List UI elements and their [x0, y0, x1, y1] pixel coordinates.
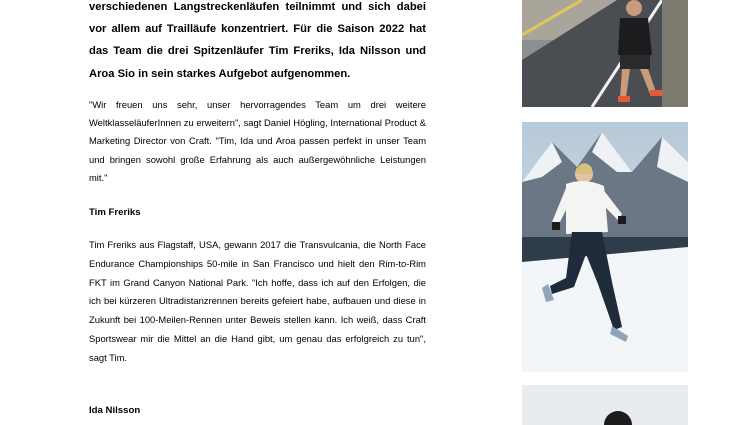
- photo-road-runner: [522, 0, 688, 107]
- section-body-tim-freriks: Tim Freriks aus Flagstaff, USA, gewann 2017 die Transvulcania, die North Face Endurance Championships 50-mile in San Francisco und hielt den Rim-to-Rim FKT im Grand Canyon National Park. "Ich hoffe, dass ich auf den Erfolgen, die ich bei kürzeren Ultradistanzrennen bereits gefeiert habe, aufbauen und diese in Zukunft bei 100-Meilen-Rennen unter Beweis stellen kann. Ich weiß, dass Craft Sportswear mir die Mittel an die Hand gibt, um genau das erfolgreich zu tun", sagt Tim.: [89, 239, 426, 363]
- section-heading-ida-nilsson: Ida Nilsson: [89, 405, 141, 416]
- quote-paragraph: "Wir freuen uns sehr, unser hervorragendes Team um drei weitere WeltklasseläuferInnen zu erweitern", sagt Daniel Högling, International Product & Marketing Director von Craft. "Tim, Ida und Aroa passen perfekt in unser Team und bringen sowohl große Erfahrung als auch außergewöhnliche Leistungen mit.": [89, 99, 426, 183]
- section-heading-tim-freriks: Tim Freriks: [89, 207, 141, 218]
- photo-runner-partial: [522, 385, 688, 425]
- lead-text: verschiedenen Langstreckenläufen teilnimmt und sich dabei vor allem auf Trailläufe konzentriert. Für die Saison 2022 hat das Team die drei Spitzenläufer Tim Freriks, Ida Nilsson und Aroa Sio in sein starkes Aufgebot aufgenommen.: [89, 1, 426, 80]
- photo-snow-runner: [522, 122, 688, 372]
- lead-paragraph: [89, 0, 426, 85]
